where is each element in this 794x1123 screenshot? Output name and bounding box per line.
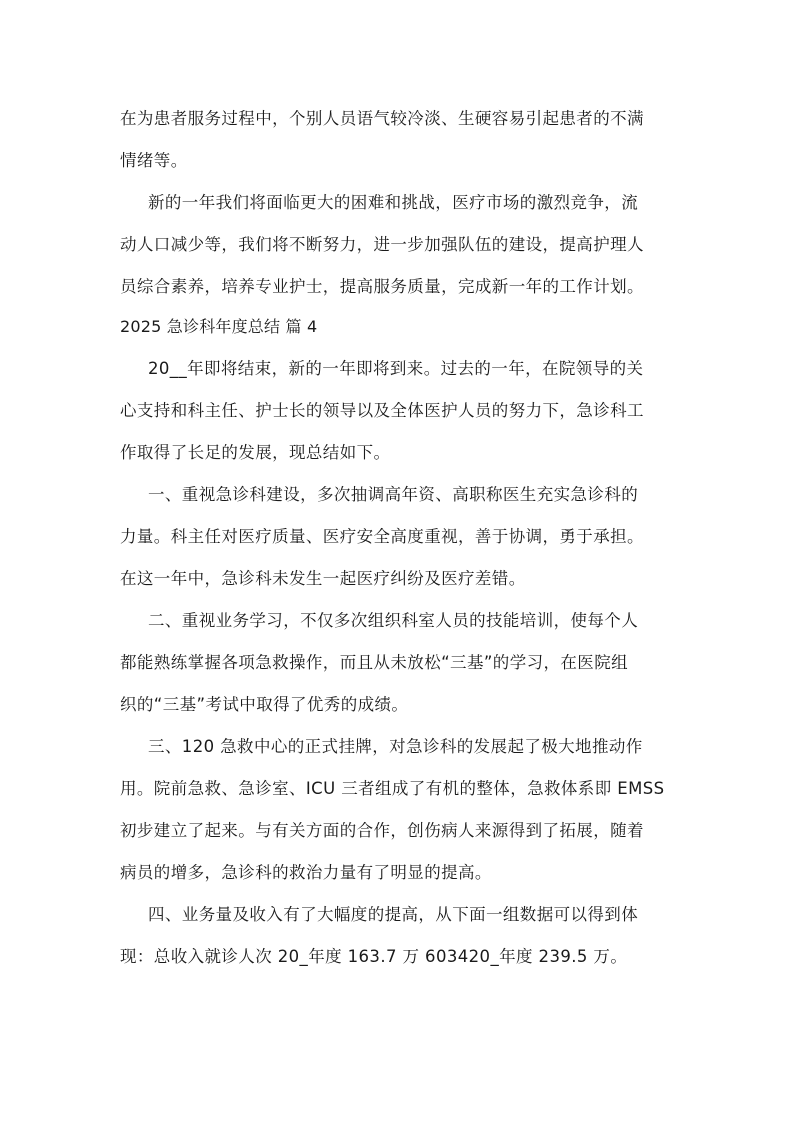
text-line: 心支持和科主任、护士长的领导以及全体医护人员的努力下，急诊科工: [120, 401, 644, 420]
paragraph-start-line: 四、业务量及收入有了大幅度的提高，从下面一组数据可以得到体: [148, 905, 639, 924]
text-line: 在为患者服务过程中，个别人员语气较冷淡、生硬容易引起患者的不满: [120, 109, 644, 128]
text-line: 都能熟练掌握各项急救操作，而且从未放松“三基”的学习，在医院组: [120, 653, 628, 672]
text-line: 在这一年中，急诊科未发生一起医疗纠纷及医疗差错。: [120, 569, 526, 588]
text-line: 病员的增多，急诊科的救治力量有了明显的提高。: [120, 863, 492, 882]
text-line: 初步建立了起来。与有关方面的合作，创伤病人来源得到了拓展，随着: [120, 821, 644, 840]
text-line: 情绪等。: [120, 151, 188, 170]
paragraph-start-line: 20__年即将结束，新的一年即将到来。过去的一年，在院领导的关: [148, 359, 644, 378]
paragraph-start-line: 一、重视急诊科建设，多次抽调高年资、高职称医生充实急诊科的: [148, 485, 639, 504]
paragraph-start-line: 新的一年我们将面临更大的困难和挑战，医疗市场的激烈竞争，流: [148, 193, 639, 212]
text-line: 织的“三基”考试中取得了优秀的成绩。: [120, 695, 409, 714]
text-line: 作取得了长足的发展，现总结如下。: [120, 443, 391, 462]
paragraph-start-line: 三、120 急救中心的正式挂牌，对急诊科的发展起了极大地推动作: [148, 737, 643, 756]
text-line: 用。院前急救、急诊室、ICU 三者组成了有机的整体，急救体系即 EMSS: [120, 779, 665, 798]
paragraph-start-line: 二、重视业务学习，不仅多次组织科室人员的技能培训，使每个人: [148, 611, 639, 630]
text-line: 动人口减少等，我们将不断努力，进一步加强队伍的建设，提高护理人: [120, 235, 644, 254]
text-line: 力量。科主任对医疗质量、医疗安全高度重视，善于协调，勇于承担。: [120, 527, 644, 546]
text-line: 现：总收入就诊人次 20_年度 163.7 万 603420_年度 239.5 万。: [120, 947, 628, 966]
section-heading: 2025 急诊科年度总结 篇 4: [120, 317, 318, 336]
text-line: 员综合素养，培养专业护士，提高服务质量，完成新一年的工作计划。: [120, 277, 644, 296]
